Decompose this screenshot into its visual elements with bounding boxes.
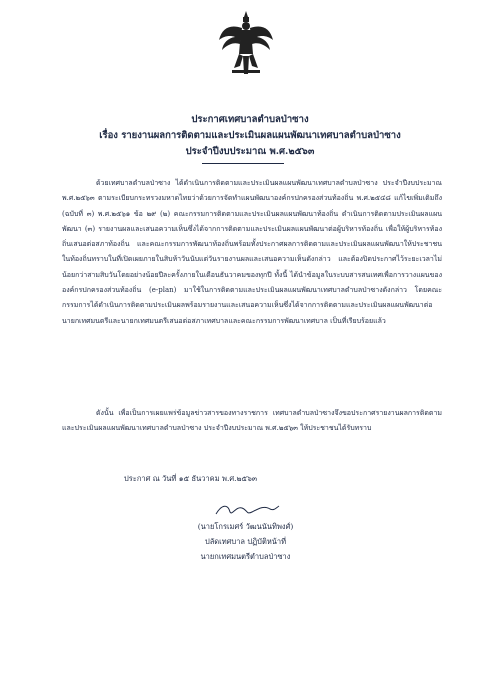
- garuda-emblem: [218, 10, 274, 78]
- body-paragraph-1-text: ด้วยเทศบาลตำบลป่าซาง ได้ดำเนินการติดตามและประเมินผลแผนพัฒนาเทศบาลตำบลป่าซาง ประจำปีงบประมาณ พ.ศ.๒๕๖๓ ตามระเบียบกระทรวงมหาดไทยว่าด้วยการจัดทำแผนพัฒนาองค์กรปกครองส่วนท้องถิ่น พ.ศ.๒๕๔๘ แก้ไขเพิ่มเติมถึง (ฉบับที่ ๓) พ.ศ.๒๕๖๑ ข้อ ๒๙ (๒) คณะกรรมการติดตามและประเมินผลแผนพัฒนาท้องถิ่น ดำเนินการติดตามประเมินผลแผนพัฒนา (๓) รายงานผลและเสนอความเห็นซึ่งได้จากการติดตามและประเมินผลแผนพัฒนาต่อผู้บริหารท้องถิ่น เพื่อให้ผู้บริหารท้องถิ่นเสนอต่อสภาท้องถิ่น และคณะกรรมการพัฒนาท้องถิ่นพร้อมทั้งประกาศผลการติดตามและประเมินผลแผนพัฒนาให้ประชาชนในท้องถิ่นทราบในที่เปิดเผยภายในสิบห้าวันนับแต่วันรายงานผลและเสนอความเห็นดังกล่าว และต้องปิดประกาศไว้ระยะเวลาไม่น้อยกว่าสามสิบวันโดยอย่างน้อยปีละครั้งภายในเดือนธันวาคมของทุกปี ทั้งนี้ ได้นำข้อมูลในระบบสารสนเทศเพื่อการวางแผนขององค์กรปกครองส่วนท้องถิ่น (e-plan) มาใช้ในการติดตามและประเมินผลแผนพัฒนาเทศบาลตำบลป่าซางดังกล่าว โดยคณะกรรมการได้ดำเนินการติดตามประเมินผลพร้อมรายงานและเสนอความเห็นซึ่งได้จากการติดตามและประเมินผลแผนพัฒนาต่อนายกเทศมนตรีและนายกเทศมนตรีเสนอต่อสภาเทศบาลและคณะกรรมการพัฒนาเทศบาล เป็นที่เรียบร้อยแล้ว: [62, 179, 442, 325]
- announce-date: ประกาศ ณ วันที่ ๑๕ ธันวาคม พ.ศ.๒๕๖๓: [124, 474, 257, 483]
- signatory-name: (นายโกรเมศร์ วัฒนนันทิพงศ์): [197, 522, 294, 531]
- body-paragraph-2-text: ดังนั้น เพื่อเป็นการเผยแพร่ข้อมูลข่าวสารของทางราชการ เทศบาลตำบลป่าซางจึงขอประกาศรายงานผลการติดตามและประเมินผลแผนพัฒนาเทศบาลตำบลป่าซาง ประจำปีงบประมาณ พ.ศ.๒๕๖๓ ให้ประชาชนได้รับทราบ: [62, 409, 442, 433]
- title-divider: [202, 163, 284, 164]
- notice-fiscal-year: ประจำปีงบประมาณ พ.ศ.๒๕๖๓: [185, 146, 315, 157]
- signatory-position-2: นายกเทศมนตรีตำบลป่าซาง: [200, 552, 291, 561]
- body-paragraph-2: [62, 406, 442, 468]
- signatory-position-1: ปลัดเทศบาล ปฏิบัติหน้าที่: [204, 537, 287, 546]
- body-paragraph-1: [62, 176, 442, 421]
- notice-subject: เรื่อง รายงานผลการติดตามและประเมินผลแผนพัฒนาเทศบาลตำบลป่าซาง: [99, 130, 401, 141]
- notice-title: ประกาศเทศบาลตำบลป่าซาง: [191, 114, 309, 125]
- handwritten-signature: [212, 500, 282, 518]
